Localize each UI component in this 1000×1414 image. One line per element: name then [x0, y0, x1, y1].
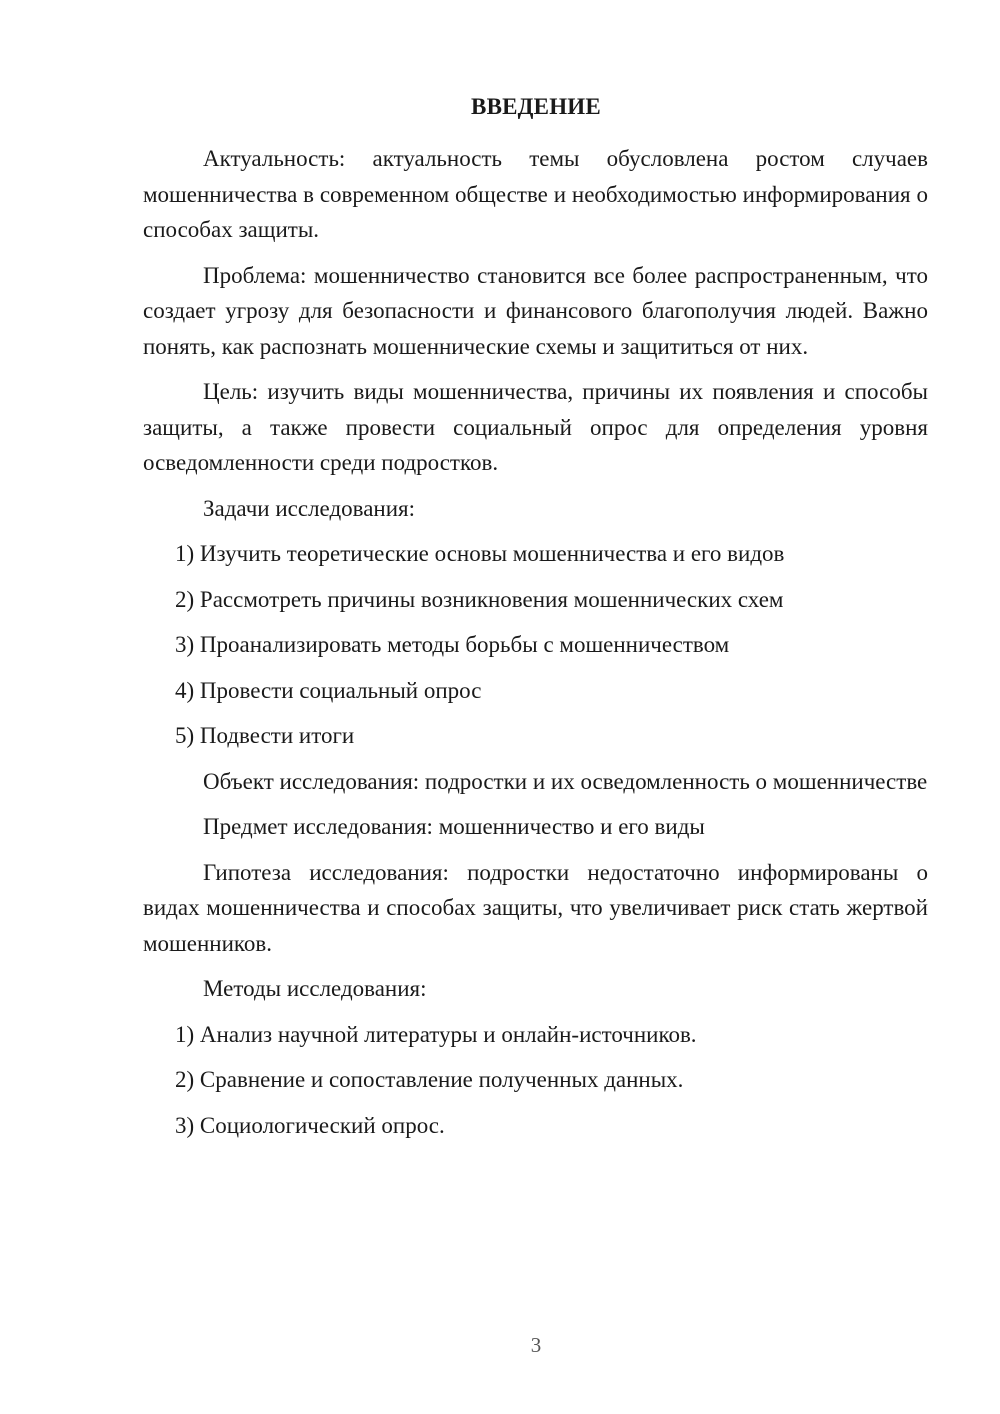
- method-item: 1) Анализ научной литературы и онлайн-источников.: [175, 1021, 697, 1047]
- method-item: 3) Социологический опрос.: [175, 1112, 445, 1138]
- methods-title: Методы исследования:: [203, 976, 427, 1001]
- hypothesis-paragraph: Гипотеза исследования: подростки недостаточно информированы о видах мошенничества и способах защиты, что увеличивает риск стать жертвой мошенников.: [143, 859, 928, 956]
- problem-paragraph: Проблема: мошенничество становится все более распространенным, что создает угрозу для безопасности и финансового благополучия людей. Важно понять, как распознать мошеннические схемы и защититься от них.: [143, 262, 928, 359]
- tasks-title: Задачи исследования:: [203, 495, 416, 521]
- page-number: 3: [530, 1333, 542, 1357]
- goal-paragraph: Цель: изучить виды мошенничества, причины их появления и способы защиты, а также провести социальный опрос для определения уровня осведомленности среди подростков.: [143, 379, 928, 475]
- task-item: 5) Подвести итоги: [175, 723, 355, 748]
- subject-paragraph: Предмет исследования: мошенничество и его виды: [203, 814, 705, 839]
- object-paragraph: Объект исследования: подростки и их осведомленность о мошенничестве: [203, 768, 928, 794]
- task-item: 2) Рассмотреть причины возникновения мошеннических схем: [175, 586, 784, 612]
- body-text: [143, 141, 928, 1153]
- task-item: 3) Проанализировать методы борьбы с мошенничеством: [175, 632, 730, 657]
- relevance-paragraph: Актуальность: актуальность темы обусловлена ростом случаев мошенничества в современном обществе и необходимостью информирования о способах защиты.: [143, 146, 928, 242]
- task-item: 4) Провести социальный опрос: [175, 677, 482, 703]
- method-item: 2) Сравнение и сопоставление полученных данных.: [175, 1067, 684, 1092]
- task-item: 1) Изучить теоретические основы мошенничества и его видов: [175, 541, 785, 566]
- section-heading: ВВЕДЕНИЕ: [471, 94, 601, 119]
